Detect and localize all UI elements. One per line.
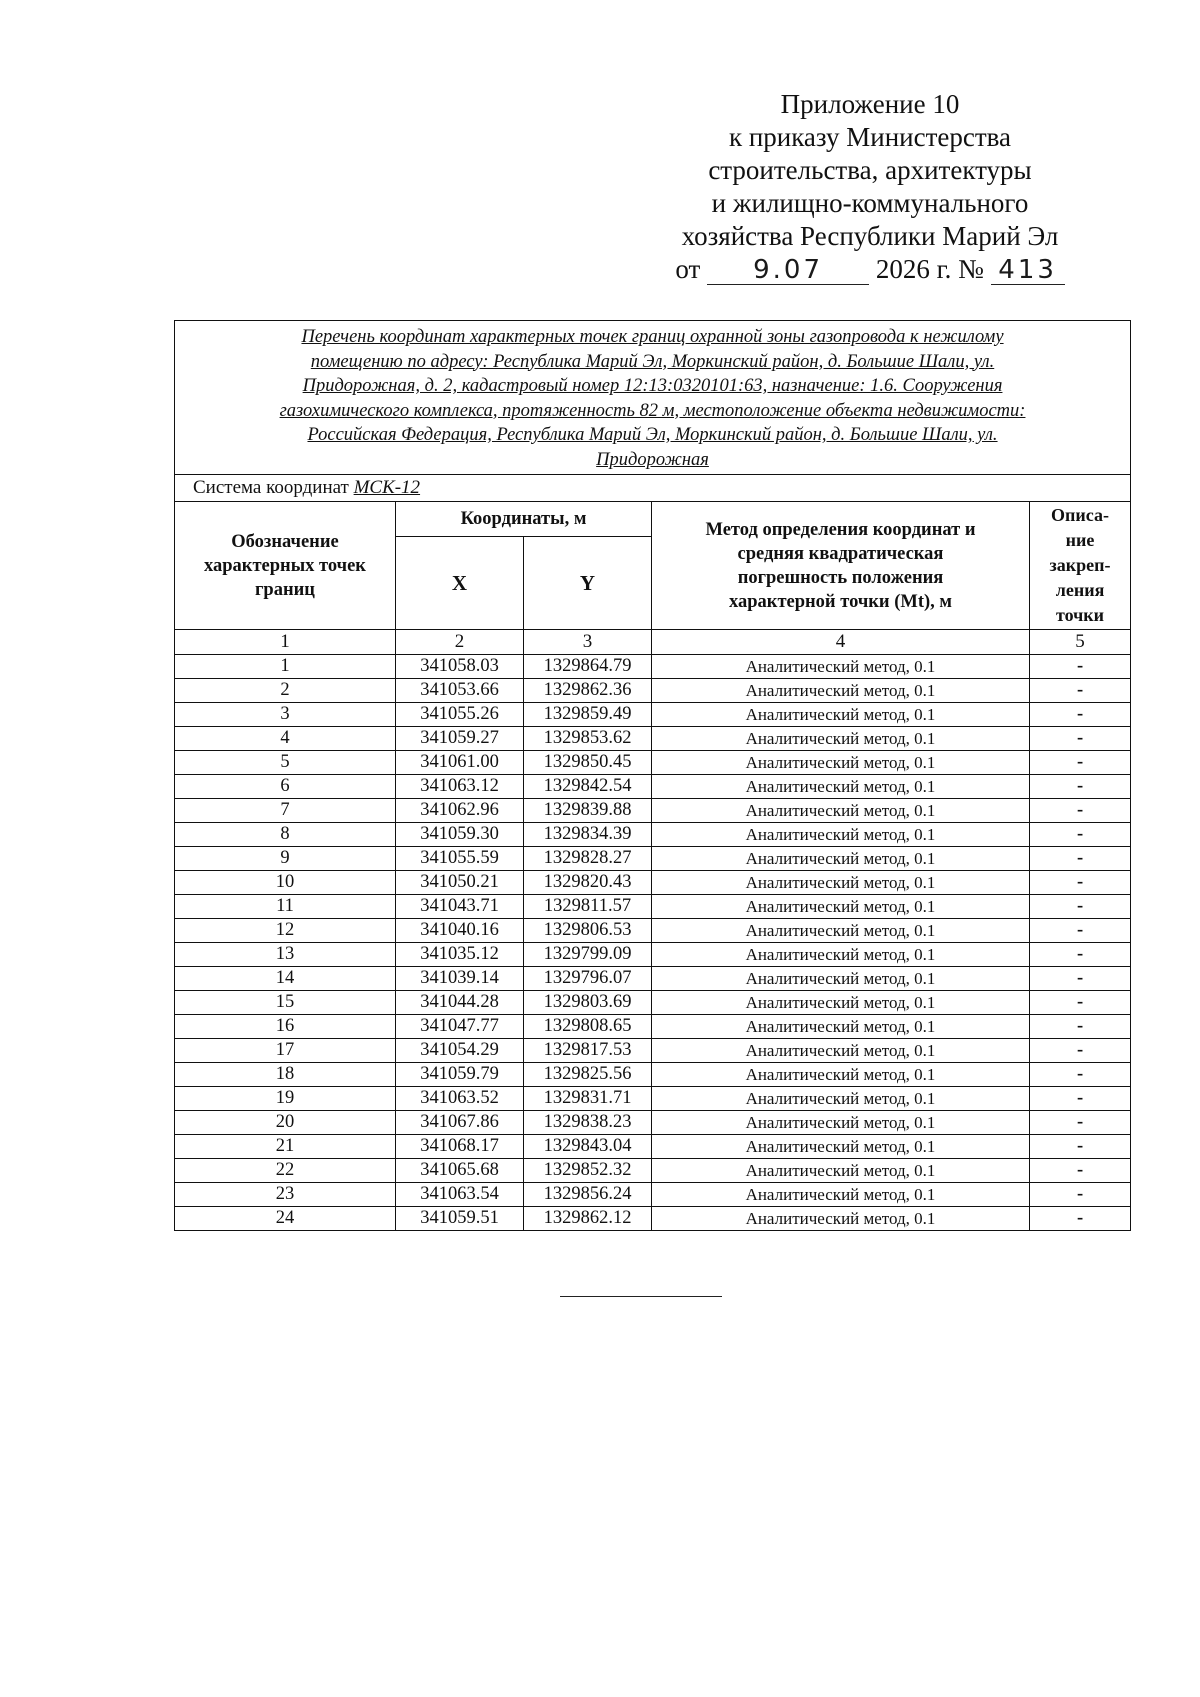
method-cell: Аналитический метод, 0.1: [652, 727, 1030, 751]
column-number: 2: [396, 630, 524, 655]
point-id-cell: 2: [175, 679, 396, 703]
x-coordinate-cell: 341063.12: [396, 775, 524, 799]
method-cell: Аналитический метод, 0.1: [652, 847, 1030, 871]
method-cell: Аналитический метод, 0.1: [652, 871, 1030, 895]
table-row: [175, 1087, 1131, 1111]
method-cell: Аналитический метод, 0.1: [652, 799, 1030, 823]
order-date-line: [640, 253, 1100, 286]
x-coordinate-cell: 341044.28: [396, 991, 524, 1015]
x-coordinate-cell: 341063.54: [396, 1183, 524, 1207]
y-coordinate-cell: 1329862.12: [524, 1207, 652, 1231]
description-cell: -: [1030, 1183, 1131, 1207]
description-cell: -: [1030, 1159, 1131, 1183]
ministry-line-2: и жилищно-коммунального: [711, 188, 1029, 218]
point-id-cell: 13: [175, 943, 396, 967]
description-cell: -: [1030, 799, 1131, 823]
column-number: 4: [652, 630, 1030, 655]
table-title-line: Перечень координат характерных точек границ охранной зоны газопровода к нежилому: [301, 327, 1004, 347]
description-cell: -: [1030, 847, 1131, 871]
x-coordinate-cell: 341040.16: [396, 919, 524, 943]
table-row: [175, 1183, 1131, 1207]
table-row: [175, 895, 1131, 919]
method-cell: Аналитический метод, 0.1: [652, 1039, 1030, 1063]
header-method: Метод определения координат и средняя квадратическая погрешность положения характерной точки (Mt), м: [652, 502, 1030, 630]
point-id-cell: 16: [175, 1015, 396, 1039]
year-and-number-label: 2026 г. №: [875, 254, 984, 284]
description-cell: -: [1030, 871, 1131, 895]
x-coordinate-cell: 341055.59: [396, 847, 524, 871]
x-coordinate-cell: 341039.14: [396, 967, 524, 991]
table-row: [175, 1063, 1131, 1087]
coordinate-system-row: [175, 475, 1131, 502]
method-cell: Аналитический метод, 0.1: [652, 1087, 1030, 1111]
coordinates-table: [174, 320, 1131, 1231]
x-coordinate-cell: 341063.52: [396, 1087, 524, 1111]
column-number: 3: [524, 630, 652, 655]
table-title-line: Российская Федерация, Республика Марий Эл, Моркинский район, д. Большие Шали, ул.: [307, 425, 998, 445]
table-row: [175, 1207, 1131, 1231]
description-cell: -: [1030, 703, 1131, 727]
point-id-cell: 1: [175, 655, 396, 679]
table-title: [175, 321, 1131, 475]
table-row: [175, 775, 1131, 799]
description-cell: -: [1030, 751, 1131, 775]
y-coordinate-cell: 1329843.04: [524, 1135, 652, 1159]
ministry-line-1: строительства, архитектуры: [708, 155, 1032, 185]
header-y: Y: [524, 537, 652, 630]
y-coordinate-cell: 1329838.23: [524, 1111, 652, 1135]
table-row: [175, 1159, 1131, 1183]
point-id-cell: 19: [175, 1087, 396, 1111]
appendix-title: Приложение 10: [780, 89, 960, 119]
description-cell: -: [1030, 1207, 1131, 1231]
y-coordinate-cell: 1329850.45: [524, 751, 652, 775]
y-coordinate-cell: 1329796.07: [524, 967, 652, 991]
table-row: [175, 1015, 1131, 1039]
table-row: [175, 703, 1131, 727]
ministry-line-3: хозяйства Республики Марий Эл: [681, 221, 1059, 251]
point-id-cell: 11: [175, 895, 396, 919]
point-id-cell: 3: [175, 703, 396, 727]
y-coordinate-cell: 1329803.69: [524, 991, 652, 1015]
table-title-line: помещению по адресу: Республика Марий Эл, Моркинский район, д. Большие Шали, ул.: [310, 351, 995, 372]
y-coordinate-cell: 1329806.53: [524, 919, 652, 943]
method-cell: Аналитический метод, 0.1: [652, 703, 1030, 727]
table-title-line: газохимического комплекса, протяженность 82 м, местоположение объекта недвижимости:: [279, 400, 1026, 421]
y-coordinate-cell: 1329808.65: [524, 1015, 652, 1039]
y-coordinate-cell: 1329828.27: [524, 847, 652, 871]
point-id-cell: 5: [175, 751, 396, 775]
method-cell: Аналитический метод, 0.1: [652, 1159, 1030, 1183]
point-id-cell: 10: [175, 871, 396, 895]
handwritten-date: 9.07: [707, 256, 869, 285]
table-row: [175, 823, 1131, 847]
table-row: [175, 1039, 1131, 1063]
description-cell: -: [1030, 1135, 1131, 1159]
description-cell: -: [1030, 1111, 1131, 1135]
method-cell: Аналитический метод, 0.1: [652, 1063, 1030, 1087]
x-coordinate-cell: 341043.71: [396, 895, 524, 919]
y-coordinate-cell: 1329859.49: [524, 703, 652, 727]
method-cell: Аналитический метод, 0.1: [652, 679, 1030, 703]
date-prefix: от: [675, 254, 701, 284]
y-coordinate-cell: 1329853.62: [524, 727, 652, 751]
table-row: [175, 1135, 1131, 1159]
point-id-cell: 22: [175, 1159, 396, 1183]
x-coordinate-cell: 341065.68: [396, 1159, 524, 1183]
table-row: [175, 943, 1131, 967]
y-coordinate-cell: 1329862.36: [524, 679, 652, 703]
y-coordinate-cell: 1329856.24: [524, 1183, 652, 1207]
point-id-cell: 15: [175, 991, 396, 1015]
y-coordinate-cell: 1329831.71: [524, 1087, 652, 1111]
description-cell: -: [1030, 919, 1131, 943]
description-cell: -: [1030, 1063, 1131, 1087]
x-coordinate-cell: 341062.96: [396, 799, 524, 823]
x-coordinate-cell: 341067.86: [396, 1111, 524, 1135]
description-cell: -: [1030, 895, 1131, 919]
y-coordinate-cell: 1329825.56: [524, 1063, 652, 1087]
end-divider: [560, 1296, 722, 1297]
x-coordinate-cell: 341053.66: [396, 679, 524, 703]
point-id-cell: 8: [175, 823, 396, 847]
table-row: [175, 751, 1131, 775]
coordinate-system-value: МСК-12: [353, 477, 421, 498]
table-row: [175, 991, 1131, 1015]
table-row: [175, 1111, 1131, 1135]
y-coordinate-cell: 1329842.54: [524, 775, 652, 799]
method-cell: Аналитический метод, 0.1: [652, 943, 1030, 967]
header-description: Описа- ние закреп- ления точки: [1030, 502, 1131, 630]
method-cell: Аналитический метод, 0.1: [652, 895, 1030, 919]
x-coordinate-cell: 341055.26: [396, 703, 524, 727]
x-coordinate-cell: 341068.17: [396, 1135, 524, 1159]
x-coordinate-cell: 341047.77: [396, 1015, 524, 1039]
coordinate-system-label: Система координат: [193, 477, 349, 498]
table-row: [175, 799, 1131, 823]
y-coordinate-cell: 1329820.43: [524, 871, 652, 895]
x-coordinate-cell: 341054.29: [396, 1039, 524, 1063]
point-id-cell: 18: [175, 1063, 396, 1087]
method-cell: Аналитический метод, 0.1: [652, 967, 1030, 991]
description-cell: -: [1030, 775, 1131, 799]
description-cell: -: [1030, 679, 1131, 703]
table-row: [175, 727, 1131, 751]
method-cell: Аналитический метод, 0.1: [652, 1207, 1030, 1231]
appendix-header: [640, 88, 1100, 286]
header-coordinates: Координаты, м: [396, 502, 652, 537]
description-cell: -: [1030, 1087, 1131, 1111]
y-coordinate-cell: 1329864.79: [524, 655, 652, 679]
table-row: [175, 655, 1131, 679]
table-title-line: Придорожная, д. 2, кадастровый номер 12:13:0320101:63, назначение: 1.6. Сооружения: [302, 376, 1003, 396]
point-id-cell: 24: [175, 1207, 396, 1231]
point-id-cell: 7: [175, 799, 396, 823]
table-row: [175, 919, 1131, 943]
x-coordinate-cell: 341050.21: [396, 871, 524, 895]
table-row: [175, 967, 1131, 991]
column-number-row: [175, 630, 1131, 655]
header-designation: Обозначение характерных точек границ: [175, 502, 396, 630]
y-coordinate-cell: 1329852.32: [524, 1159, 652, 1183]
table-title-line: Придорожная: [596, 449, 709, 470]
x-coordinate-cell: 341059.27: [396, 727, 524, 751]
column-number: 1: [175, 630, 396, 655]
point-id-cell: 14: [175, 967, 396, 991]
method-cell: Аналитический метод, 0.1: [652, 1015, 1030, 1039]
order-reference-line: к приказу Министерства: [728, 122, 1012, 152]
description-cell: -: [1030, 967, 1131, 991]
description-cell: -: [1030, 991, 1131, 1015]
point-id-cell: 9: [175, 847, 396, 871]
x-coordinate-cell: 341059.79: [396, 1063, 524, 1087]
point-id-cell: 20: [175, 1111, 396, 1135]
y-coordinate-cell: 1329811.57: [524, 895, 652, 919]
method-cell: Аналитический метод, 0.1: [652, 655, 1030, 679]
method-cell: Аналитический метод, 0.1: [652, 823, 1030, 847]
description-cell: -: [1030, 727, 1131, 751]
x-coordinate-cell: 341061.00: [396, 751, 524, 775]
point-id-cell: 6: [175, 775, 396, 799]
point-id-cell: 4: [175, 727, 396, 751]
column-number: 5: [1030, 630, 1131, 655]
table-body: [175, 655, 1131, 1231]
method-cell: Аналитический метод, 0.1: [652, 1135, 1030, 1159]
method-cell: Аналитический метод, 0.1: [652, 991, 1030, 1015]
description-cell: -: [1030, 823, 1131, 847]
y-coordinate-cell: 1329817.53: [524, 1039, 652, 1063]
method-cell: Аналитический метод, 0.1: [652, 1183, 1030, 1207]
description-cell: -: [1030, 655, 1131, 679]
x-coordinate-cell: 341035.12: [396, 943, 524, 967]
y-coordinate-cell: 1329799.09: [524, 943, 652, 967]
method-cell: Аналитический метод, 0.1: [652, 1111, 1030, 1135]
point-id-cell: 17: [175, 1039, 396, 1063]
description-cell: -: [1030, 943, 1131, 967]
header-x: X: [396, 537, 524, 630]
y-coordinate-cell: 1329834.39: [524, 823, 652, 847]
table-row: [175, 679, 1131, 703]
method-cell: Аналитический метод, 0.1: [652, 775, 1030, 799]
description-cell: -: [1030, 1039, 1131, 1063]
table-row: [175, 847, 1131, 871]
x-coordinate-cell: 341059.51: [396, 1207, 524, 1231]
handwritten-order-number: 413: [991, 256, 1065, 285]
method-cell: Аналитический метод, 0.1: [652, 751, 1030, 775]
point-id-cell: 21: [175, 1135, 396, 1159]
point-id-cell: 12: [175, 919, 396, 943]
x-coordinate-cell: 341058.03: [396, 655, 524, 679]
y-coordinate-cell: 1329839.88: [524, 799, 652, 823]
x-coordinate-cell: 341059.30: [396, 823, 524, 847]
point-id-cell: 23: [175, 1183, 396, 1207]
table-row: [175, 871, 1131, 895]
description-cell: -: [1030, 1015, 1131, 1039]
method-cell: Аналитический метод, 0.1: [652, 919, 1030, 943]
